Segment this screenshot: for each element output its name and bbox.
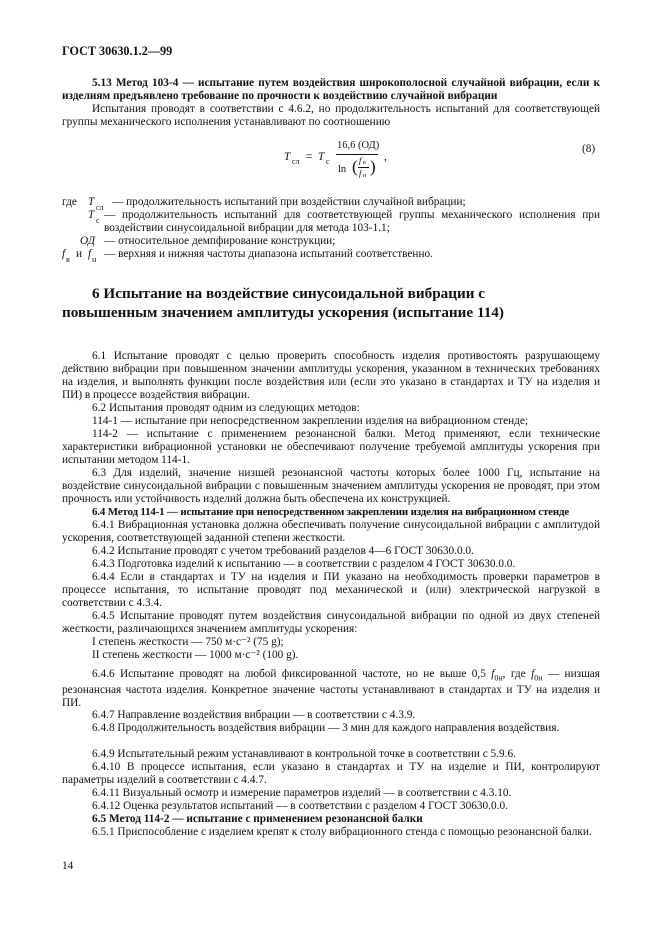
definition-t-s-text: — продолжительность испытаний для соответствующей группы механического исполнения при воздействии синусоидальной вибрации для метода 103-1.1; <box>104 209 600 235</box>
paragraph-6-2: 6.2 Испытания проводят одним из следующих методов: <box>92 402 360 414</box>
paragraph-6-3: 6.3 Для изделий, значение низшей резонансной частоты которых более 1000 Гц, испытание на воздействие синусоидальной вибрации с повышенным значением амплитуды ускорения не проводят, при этом прочность или устойчивость изделий должна быть обеспечена их конструкцией. <box>62 467 600 506</box>
formula-fn: f <box>359 168 362 178</box>
section-5-13-paragraph: Испытания проводят в соответствии с 4.6.2, но продолжительность испытаний для соответствующей группы механического исполнения устанавливают по соотношению <box>62 103 600 129</box>
paragraph-6-4-6-part-b: , где <box>502 668 532 680</box>
paragraph-6-4-3: 6.4.3 Подготовка изделий к испытанию — в соответствии с разделом 4 ГОСТ 30630.0.0. <box>92 558 516 570</box>
definition-fn-symbol: f <box>88 248 92 260</box>
paragraph-6-4-4: 6.4.4 Если в стандартах и ТУ на изделия и ПИ указано на необходимость проверки параметров в процессе испытания, то испытание проводят под механической и (или) электрической нагрузкой в соответствии с 4.3.4. <box>62 571 600 610</box>
paragraph-6-4-6-part-a: 6.4.6 Испытание проводят на любой фиксированной частоте, но не выше 0,5 <box>92 668 492 680</box>
definition-fn-sub: н <box>92 255 97 264</box>
definitions-where: где <box>62 196 77 208</box>
definition-od <box>62 235 602 248</box>
definition-t-s <box>62 209 602 235</box>
paragraph-6-4-6-f0n-sub-2: 0н <box>534 673 543 683</box>
formula-fraction-line <box>336 154 378 155</box>
formula-rhs: T <box>318 151 325 163</box>
definition-t-sl-symbol: T <box>88 196 95 208</box>
definition-fv-symbol: f <box>62 248 66 260</box>
definition-fv-fn-text: — верхняя и нижняя частоты диапазона испытаний соответственно. <box>104 248 433 260</box>
definition-fv-fn <box>62 248 602 264</box>
formula-8 <box>284 140 434 198</box>
formula-rhs-sub: с <box>326 157 330 166</box>
definition-fv-sub: в <box>66 255 70 264</box>
formula-paren-right: ) <box>370 157 376 176</box>
formula-lhs: T <box>284 151 291 163</box>
document-header: ГОСТ 30630.1.2—99 <box>62 44 173 58</box>
section-5-13-title: 5.13 Метод 103-4 — испытание путем воздействия широкополосной случайной вибрации, если к изделиям предъявлено требование по прочности к воздействию случайной вибрации <box>62 77 600 103</box>
paragraph-6-4-6-f0n-symbol: f <box>491 668 495 680</box>
heading-6-5: 6.5 Метод 114-2 — испытание с применением резонансной балки <box>92 813 423 825</box>
paragraph-6-4-9: 6.4.9 Испытательный режим устанавливают в контрольной точке в соответствии с 5.9.6. <box>92 748 516 760</box>
formula-equals: = <box>306 151 313 163</box>
formula-fn-sub: н <box>363 173 367 179</box>
definition-and: и <box>76 248 83 260</box>
formula-lhs-sub: сл <box>292 157 300 166</box>
definition-t-sl-text: — продолжительность испытаний при воздействии случайной вибрации; <box>112 196 466 208</box>
equation-number: (8) <box>582 143 596 155</box>
definitions-list <box>62 196 602 264</box>
formula-fv: f <box>359 155 362 165</box>
formula-ln: ln <box>338 164 347 175</box>
paragraph-6-4-7: 6.4.7 Направление воздействия вибрации — в соответствии с 4.3.9. <box>92 709 416 721</box>
definition-t-sl-sub: сл <box>96 203 104 212</box>
definition-od-symbol: ОД <box>80 235 96 247</box>
paragraph-6-4-8: 6.4.8 Продолжительность воздействия вибрации — 3 мин для каждого направления воздействия. <box>92 722 560 734</box>
stiffness-degree-2: II степень жесткости — 1000 м·с⁻² (100 g). <box>92 649 299 661</box>
formula-numerator: 16,6 (ОД) <box>337 140 380 151</box>
formula-paren-left: ( <box>352 157 358 176</box>
formula-fv-sub: в <box>363 160 366 166</box>
page-number: 14 <box>62 860 74 872</box>
paragraph-6-5-1: 6.5.1 Приспособление с изделием крепят к столу вибрационного стенда с помощью резонансной балки. <box>92 826 592 838</box>
paragraph-6-4-6-f0n-symbol-2: f <box>531 668 535 680</box>
definition-t-sl <box>62 196 602 212</box>
paragraph-6-4-12: 6.4.12 Оценка результатов испытаний — в соответствии с разделом 4 ГОСТ 30630.0.0. <box>92 800 508 812</box>
heading-6-4: 6.4 Метод 114-1 — испытание при непосредственном закреплении изделия на вибрационном стенде <box>92 506 570 518</box>
paragraph-6-4-6-f0n-sub: 0н <box>494 673 503 683</box>
paragraph-6-4-6-part-c: — низшая резонансная частота изделия. Конкретное значение частоты устанавливают в стандартах и ТУ на изделия и ПИ. <box>62 668 600 710</box>
paragraph-6-4-2: 6.4.2 Испытание проводят с учетом требований разделов 4—6 ГОСТ 30630.0.0. <box>92 545 474 557</box>
method-114-1: 114-1 — испытание при непосредственном закреплении изделия на вибрационном стенде; <box>92 415 529 427</box>
paragraph-6-1: 6.1 Испытание проводят с целью проверить способность изделия противостоять разрушающему действию вибрации при повышенном значении амплитуды ускорения, указанном в технических требованиях на изделия, и выполнять функции после воздействия или (если это указано в стандартах и ТУ на изделия и ПИ) в процессе воздействия вибрации. <box>62 350 600 402</box>
definition-t-s-symbol: T <box>88 209 95 221</box>
definition-t-s-sub: с <box>96 216 100 225</box>
paragraph-6-4-6 <box>62 668 600 710</box>
paragraph-6-4-5: 6.4.5 Испытание проводят путем воздействия синусоидальной вибрации по одной из двух степеней жесткости, различающихся значением амплитуды ускорения: <box>62 610 600 636</box>
stiffness-degree-1: I степень жесткости — 750 м·с⁻² (75 g); <box>92 636 284 648</box>
method-114-2: 114-2 — испытание с применением резонансной балки. Метод применяют, если технические характеристики вибрационной установки не обеспечивают получение требуемой амплитуды ускорения при испытании методом 114-1. <box>62 428 600 467</box>
paragraph-6-4-1: 6.4.1 Вибрационная установка должна обеспечивать получение синусоидальной вибрации с амплитудой ускорения, соответствующей заданной степени жесткости. <box>62 519 600 545</box>
definition-od-text: — относительное демпфирование конструкции; <box>104 235 336 247</box>
paragraph-6-4-10: 6.4.10 В процессе испытания, если указано в стандартах и ТУ на изделие и ПИ, контролируют параметры изделий в соответствии с 4.4.7. <box>62 761 600 787</box>
formula-comma: , <box>384 151 387 163</box>
paragraph-6-4-11: 6.4.11 Визуальный осмотр и измерение параметров изделий — в соответствии с 4.3.10. <box>92 787 512 799</box>
section-6-title: 6 Испытание на воздействие синусоидальной вибрации с повышенным значением амплитуды ускорения (испытание 114) <box>62 285 504 321</box>
